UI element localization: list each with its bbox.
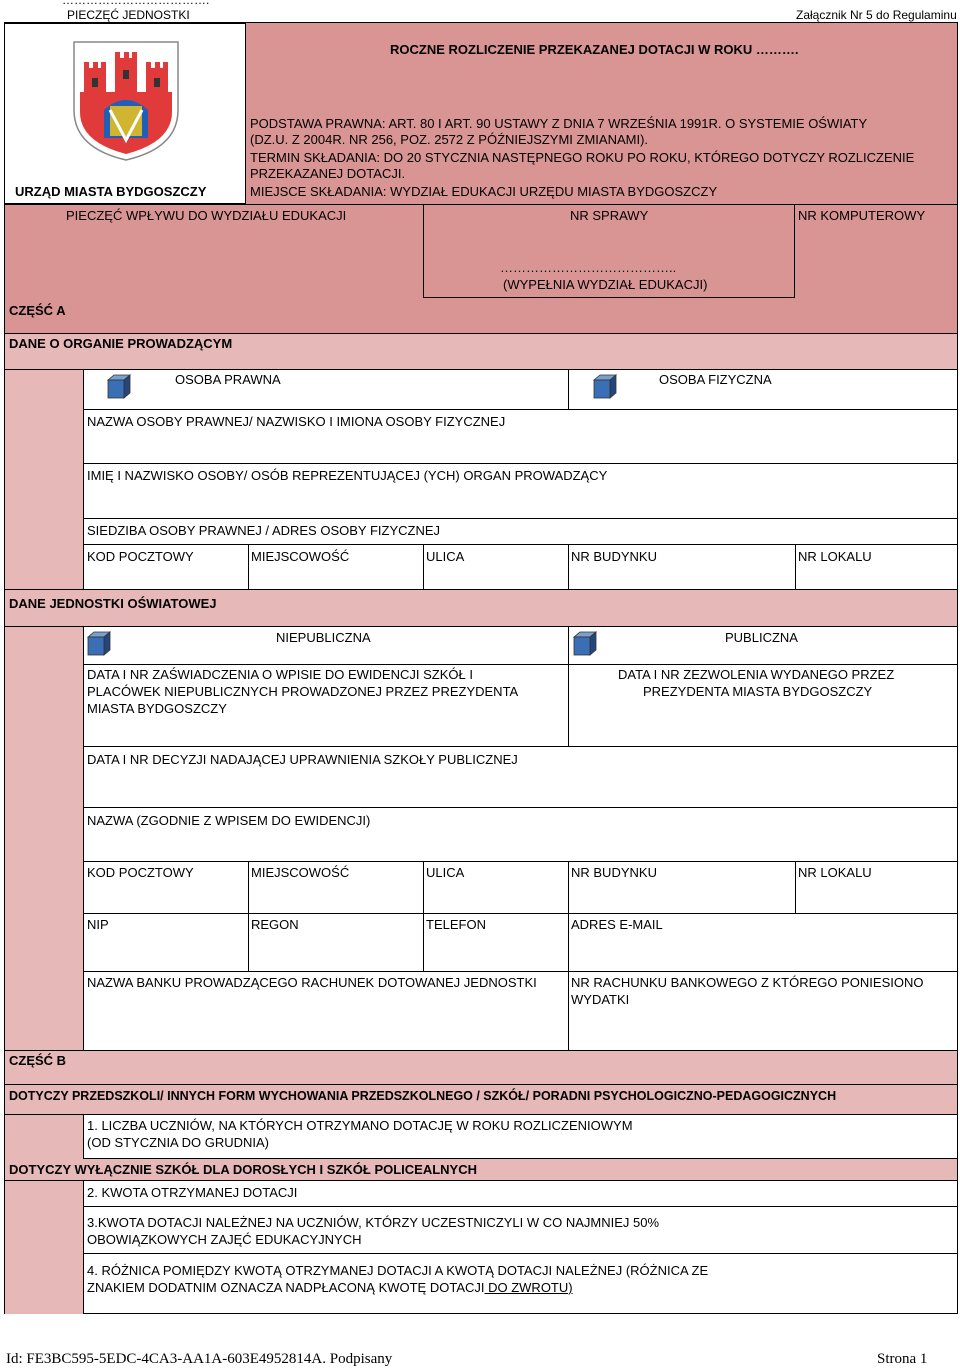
- part-a-label: CZĘŚĆ A: [9, 303, 66, 318]
- school-stamp-label: PIECZĘĆ JEDNOSTKI: [67, 8, 190, 22]
- public-checkbox[interactable]: [572, 631, 598, 657]
- account-number-label-2: WYDATKI: [571, 992, 630, 1007]
- unit-ids-row: [84, 914, 957, 972]
- page-number: Strona 1: [877, 1351, 928, 1367]
- registry-label-1: DATA I NR ZAŚWIADCZENIA O WPISIE DO EWIDENCJI SZKÓŁ I: [87, 667, 473, 682]
- item4-label-2: [87, 1279, 573, 1296]
- annex-label: Załącznik Nr 5 do Regulaminu: [796, 8, 957, 22]
- legal-person-checkbox[interactable]: [106, 374, 132, 400]
- part-b-label: CZĘŚĆ B: [9, 1053, 67, 1068]
- unit-street-field[interactable]: ULICA: [426, 865, 465, 880]
- case-number-dots: …………………………………..: [500, 260, 677, 275]
- case-number-label: NR SPRAWY: [570, 208, 649, 223]
- unit-name-label: NAZWA (ZGODNIE Z WPISEM DO EWIDENCJI): [87, 813, 371, 828]
- account-number-label-1[interactable]: NR RACHUNKU BANKOWEGO Z KTÓREGO PONIESIONO: [571, 975, 924, 990]
- nonpublic-label: NIEPUBLICZNA: [276, 630, 371, 645]
- item2-label: 2. KWOTA OTRZYMANEJ DOTACJI: [87, 1185, 298, 1200]
- legal-basis-line-1: PODSTAWA PRAWNA: ART. 80 I ART. 90 USTAWY Z DNIA 7 WRZEŚNIA 1991R. O SYSTEMIE OŚWIATY: [250, 116, 868, 131]
- item3-label-2: OBOWIĄZKOWYCH ZAJĘĆ EDUKACYJNYCH: [87, 1232, 362, 1247]
- item1-label-1: 1. LICZBA UCZNIÓW, NA KTÓRYCH OTRZYMANO DOTACJĘ W ROKU ROZLICZENIOWYM: [87, 1118, 633, 1133]
- decision-label: DATA I NR DECYZJI NADAJĄCEJ UPRAWNIENIA SZKOŁY PUBLICZNEJ: [87, 752, 518, 767]
- owner-heading: DANE O ORGANIE PROWADZĄCYM: [9, 336, 233, 351]
- representative-label: IMIĘ I NAZWISKO OSOBY/ OSÓB REPREZENTUJĄCEJ (YCH) ORGAN PROWADZĄCY: [87, 468, 608, 483]
- deadline-line-2: PRZEKAZANEJ DOTACJI.: [250, 166, 406, 181]
- public-label: PUBLICZNA: [725, 630, 798, 645]
- email-field[interactable]: ADRES E-MAIL: [571, 917, 663, 932]
- intake-stamp-label: PIECZĘĆ WPŁYWU DO WYDZIAŁU EDUKACJI: [66, 208, 347, 223]
- owner-street-field[interactable]: ULICA: [426, 549, 465, 564]
- registry-label-3: MIASTA BYDGOSZCZY: [87, 701, 227, 716]
- owner-unit-field[interactable]: NR LOKALU: [798, 549, 872, 564]
- owner-city-field[interactable]: MIEJSCOWOŚĆ: [251, 549, 350, 564]
- bydgoszcz-crest-icon: [70, 40, 182, 162]
- item1-label-2: (OD STYCZNIA DO GRUDNIA): [87, 1135, 270, 1150]
- filled-by-note: (WYPEŁNIA WYDZIAŁ EDUKACJI): [503, 277, 708, 292]
- owner-postal-code-field[interactable]: KOD POCZTOWY: [87, 549, 194, 564]
- item4-label-2b: DO ZWROTU): [484, 1280, 573, 1295]
- nip-field[interactable]: NIP: [87, 917, 109, 932]
- legal-basis-line-2: (DZ.U. Z 2004R. NR 256, POZ. 2572 Z PÓŹNIEJSZYMI ZMIANAMI).: [250, 132, 649, 147]
- unit-unit-field[interactable]: NR LOKALU: [798, 865, 872, 880]
- owner-seat-label: SIEDZIBA OSOBY PRAWNEJ / ADRES OSOBY FIZYCZNEJ: [87, 523, 441, 538]
- unit-city-field[interactable]: MIEJSCOWOŚĆ: [251, 865, 350, 880]
- owner-name-label: NAZWA OSOBY PRAWNEJ/ NAZWISKO I IMIONA OSOBY FIZYCZNEJ: [87, 414, 506, 429]
- submission-place: MIEJSCE SKŁADANIA: WYDZIAŁ EDUKACJI URZĘDU MIASTA BYDGOSZCZY: [250, 184, 718, 199]
- bank-name-field[interactable]: NAZWA BANKU PROWADZĄCEGO RACHUNEK DOTOWANEJ JEDNOSTKI: [87, 975, 537, 990]
- part-b-scope: DOTYCZY PRZEDSZKOLI/ INNYCH FORM WYCHOWANIA PRZEDSZKOLNEGO / SZKÓŁ/ PORADNI PSYCHOLOGICZNO-PEDAGOGICZNYCH: [9, 1089, 837, 1103]
- deadline-line-1: TERMIN SKŁADANIA: DO 20 STYCZNIA NASTĘPNEGO ROKU PO ROKU, KTÓREGO DOTYCZY ROZLICZENIE: [250, 150, 915, 165]
- adult-scope: DOTYCZY WYŁĄCZNIE SZKÓŁ DLA DOROSŁYCH I SZKÓŁ POLICEALNYCH: [9, 1162, 477, 1177]
- computer-number-label: NR KOMPUTEROWY: [798, 208, 926, 223]
- item4-label-2a: ZNAKIEM DODATNIM OZNACZA NADPŁACONĄ KWOTĘ DOTACJI: [87, 1280, 485, 1295]
- document-id: Id: FE3BC595-5EDC-4CA3-AA1A-603E4952814A. Podpisany: [6, 1351, 393, 1367]
- item4-label-1: 4. RÓŻNICA POMIĘDZY KWOTĄ OTRZYMANEJ DOTACJI A KWOTĄ DOTACJI NALEŻNEJ (RÓŻNICA ZE: [87, 1263, 709, 1278]
- permit-label-2: PREZYDENTA MIASTA BYDGOSZCZY: [643, 684, 873, 699]
- unit-heading: DANE JEDNOSTKI OŚWIATOWEJ: [9, 596, 217, 611]
- natural-person-checkbox[interactable]: [592, 374, 618, 400]
- registry-label-2: PLACÓWEK NIEPUBLICZNYCH PROWADZONEJ PRZEZ PREZYDENTA: [87, 684, 519, 699]
- unit-postal-code-field[interactable]: KOD POCZTOWY: [87, 865, 194, 880]
- stamp-dots: ……………………………….: [62, 0, 210, 7]
- form-title: ROCZNE ROZLICZENIE PRZEKAZANEJ DOTACJI W ROKU ……….: [390, 42, 799, 57]
- natural-person-label: OSOBA FIZYCZNA: [659, 372, 772, 387]
- item3-label-1: 3.KWOTA DOTACJI NALEŻNEJ NA UCZNIÓW, KTÓRZY UCZESTNICZYLI W CO NAJMNIEJ 50%: [87, 1215, 660, 1230]
- phone-field[interactable]: TELEFON: [426, 917, 486, 932]
- nonpublic-checkbox[interactable]: [86, 631, 112, 657]
- legal-person-label: OSOBA PRAWNA: [175, 372, 281, 387]
- permit-label-1: DATA I NR ZEZWOLENIA WYDANEGO PRZEZ: [618, 667, 895, 682]
- owner-building-field[interactable]: NR BUDYNKU: [571, 549, 657, 564]
- regon-field[interactable]: REGON: [251, 917, 299, 932]
- unit-building-field[interactable]: NR BUDYNKU: [571, 865, 657, 880]
- office-name: URZĄD MIASTA BYDGOSZCZY: [15, 184, 207, 199]
